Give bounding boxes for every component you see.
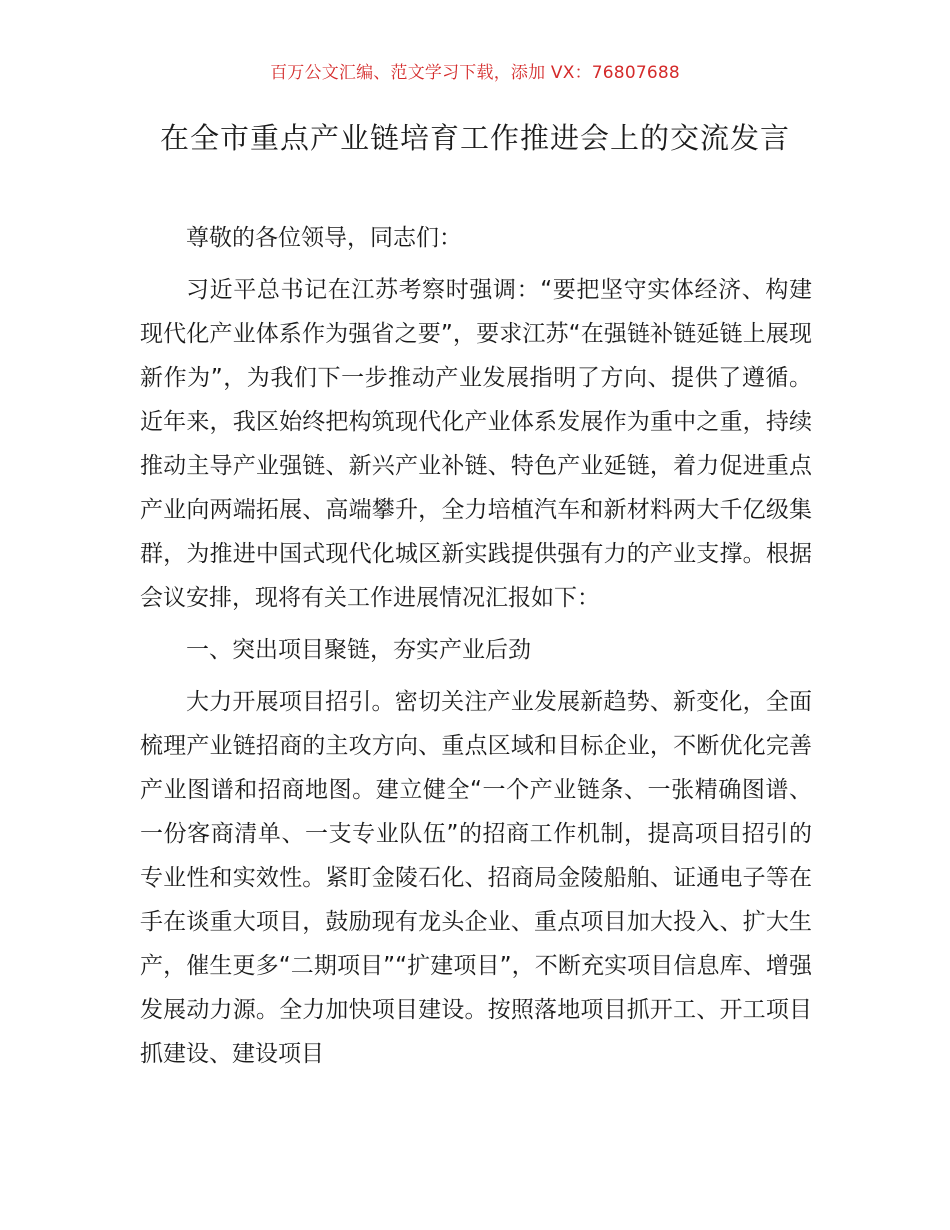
document-body	[140, 216, 812, 1084]
paragraph-section-1: 大力开展项目招引。密切关注产业发展新趋势、新变化，全面梳理产业链招商的主攻方向、重点区域和目标企业，不断优化完善产业图谱和招商地图。建立健全“一个产业链条、一张精确图谱、一份客商清单、一支专业队伍”的招商工作机制，提高项目招引的专业性和实效性。紧盯金陵石化、招商局金陵船舶、证通电子等在手在谈重大项目，鼓励现有龙头企业、重点项目加大投入、扩大生产，催生更多“二期项目”“扩建项目”，不断充实项目信息库、增强发展动力源。全力加快项目建设。按照落地项目抓开工、开工项目抓建设、建设项目	[140, 689, 812, 1067]
section-heading-1: 一、突出项目聚链，夯实产业后劲	[186, 637, 531, 663]
document-title: 在全市重点产业链培育工作推进会上的交流发言	[159, 121, 790, 155]
salutation: 尊敬的各位领导，同志们：	[186, 225, 462, 251]
promo-header: 百万公文汇编、范文学习下载，添加 VX：76807688	[270, 63, 680, 83]
paragraph-intro: 习近平总书记在江苏考察时强调：“要把坚守实体经济、构建现代化产业体系作为强省之要”，要求江苏“在强链补链延链上展现新作为”，为我们下一步推动产业发展指明了方向、提供了遵循。近年来，我区始终把构筑现代化产业体系发展作为重中之重，持续推动主导产业强链、新兴产业补链、特色产业延链，着力促进重点产业向两端拓展、高端攀升，全力培植汽车和新材料两大千亿级集群，为推进中国式现代化城区新实践提供强有力的产业支撑。根据会议安排，现将有关工作进展情况汇报如下：	[140, 277, 812, 611]
